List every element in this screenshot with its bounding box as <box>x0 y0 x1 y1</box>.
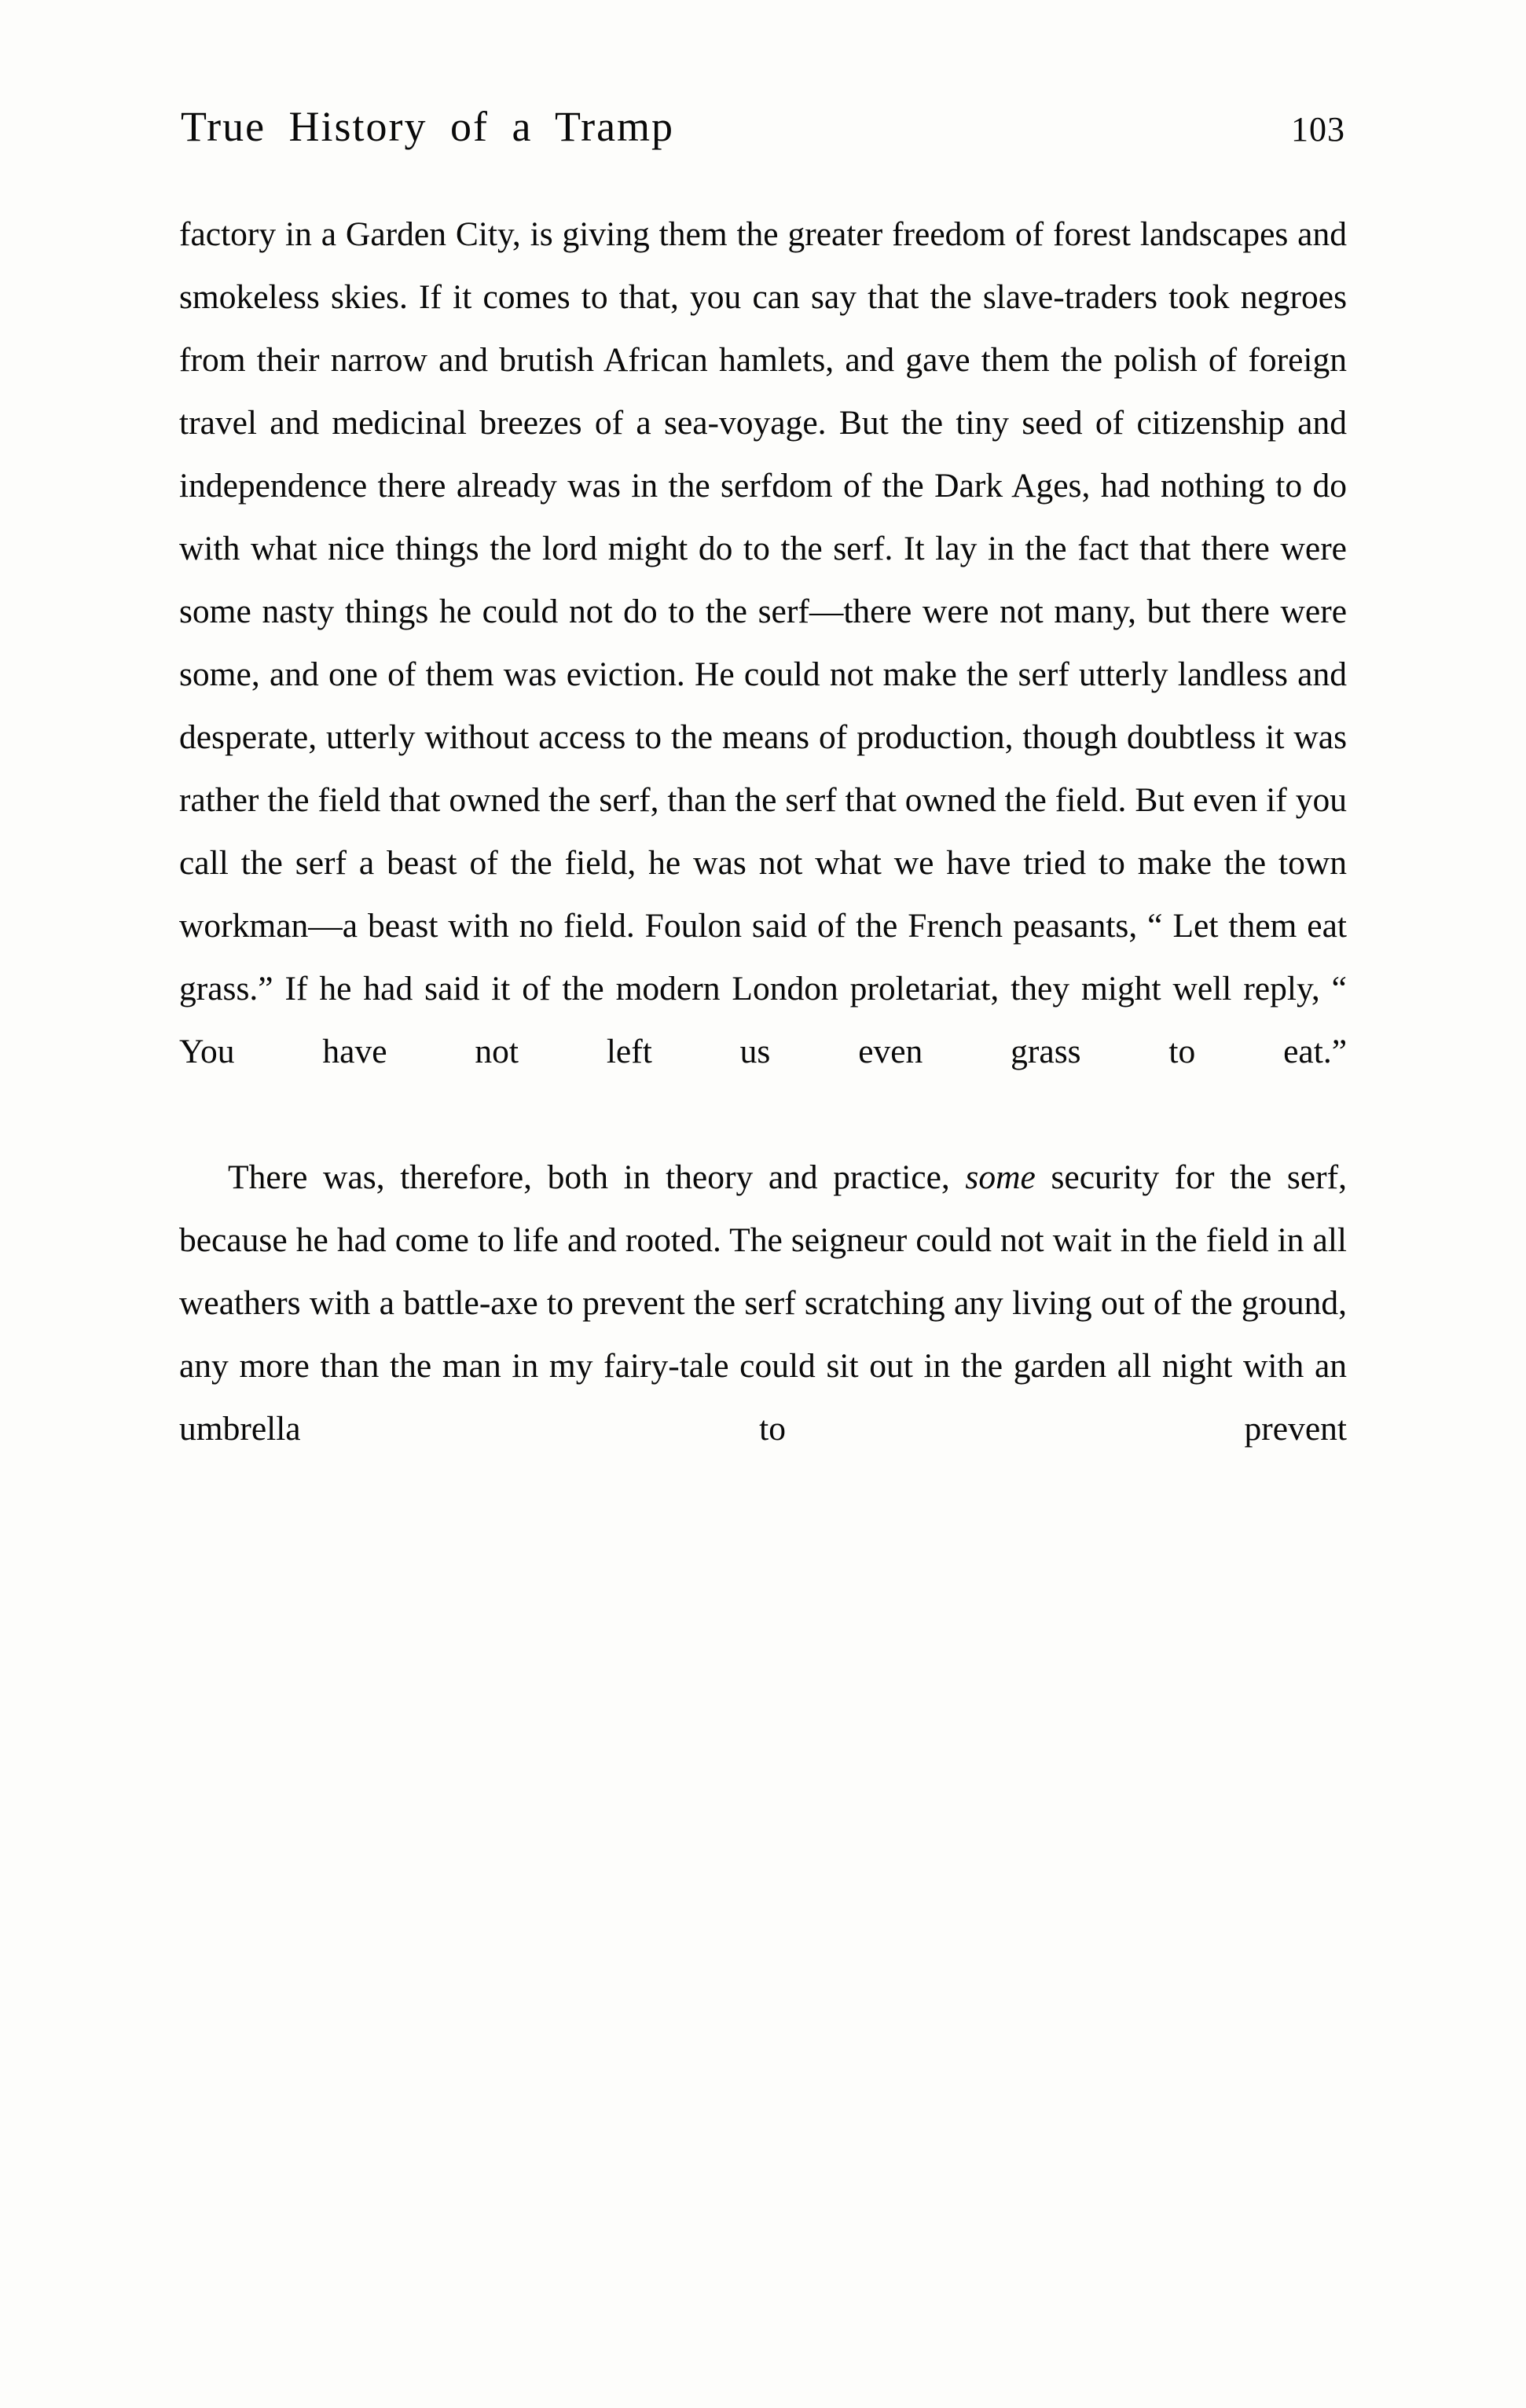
page-header <box>181 102 1345 157</box>
italic-run: some <box>965 1158 1036 1196</box>
page-number: 103 <box>1291 110 1345 149</box>
body-text <box>179 203 1347 1523</box>
paragraph: factory in a Garden City, is giving them the greater freedom of forest landscapes and smokeless skies. If it comes to that, you can say that the slave-traders took negroes from their narrow and brutish African hamlets, and gave them the polish of foreign travel and medicinal breezes of a sea-voyage. But the tiny seed of citizenship and independence there already was in the serfdom of the Dark Ages, had nothing to do with what nice things the lord might do to the serf. It lay in the fact that there were some nasty things he could not do to the serf—there were not many, but there were some, and one of them was eviction. He could not make the serf utterly landless and desperate, utterly without access to the means of production, though doubtless it was rather the field that owned the serf, than the serf that owned the field. But even if you call the serf a beast of the field, he was not what we have tried to make the town workman—a beast with no field. Foulon said of the French peasants, “ Let them eat grass.” If he had said it of the modern London proletariat, they might well reply, “ You have not left us even grass to eat.” <box>179 215 1347 1070</box>
paragraph: There was, therefore, both in theory and practice, some security for the serf, because he had come to life and rooted. The seigneur could not wait in the field in all weathers with a battle-axe to prevent the serf scratching any living out of the ground, any more than the man in my fairy-tale could sit out in the garden all night with an umbrella to prevent <box>179 1158 1347 1448</box>
running-title: True History of a Tramp <box>181 103 675 150</box>
